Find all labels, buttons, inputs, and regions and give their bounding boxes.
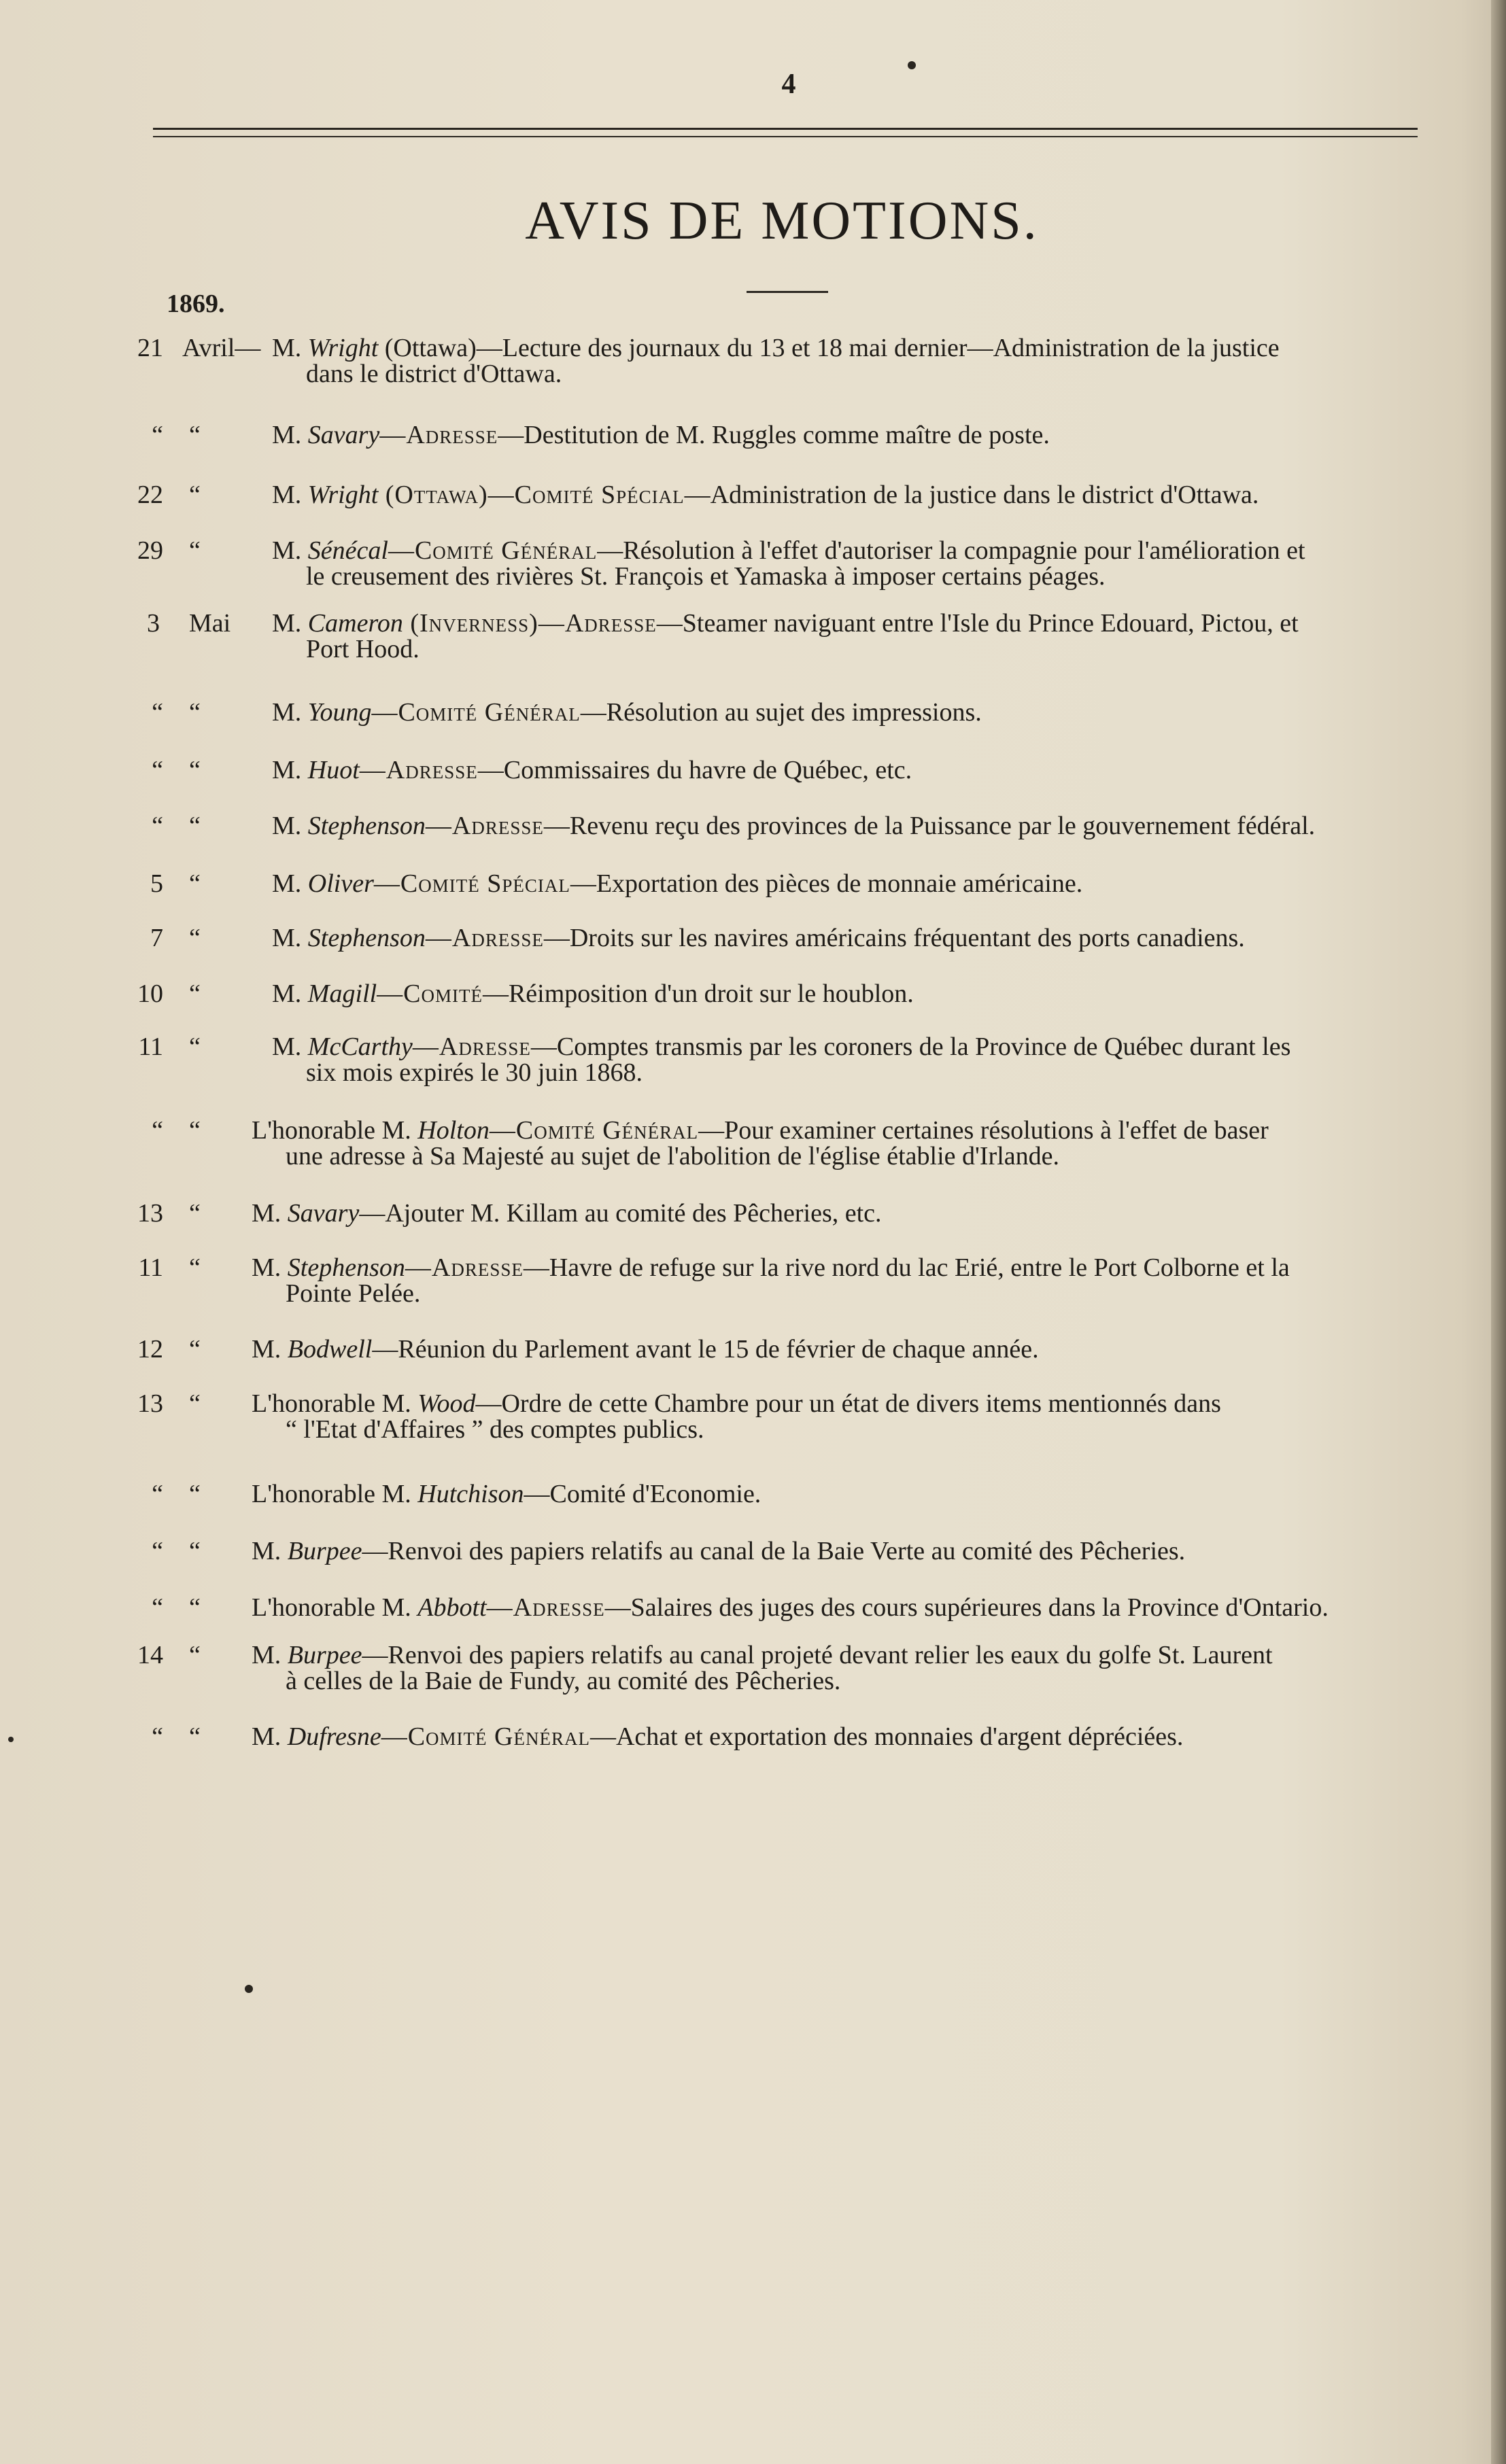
motion-speaker: M. [252, 1335, 288, 1364]
motion-month: “ [189, 756, 201, 784]
motion-subject: —Réunion du Parlement avant le 15 de février de chaque année. [372, 1335, 1039, 1364]
motion-text [252, 1723, 1183, 1750]
motion-month: “ [189, 924, 201, 952]
motion-month: “ [189, 1480, 201, 1508]
motion-subject: —Droits sur les navires américains fréquentant des ports canadiens. [543, 924, 1245, 952]
motion-day: 21 [137, 334, 163, 362]
motion-month: “ [189, 1389, 201, 1418]
motion-month: “ [189, 1641, 201, 1669]
motion-type: —Comité Général [489, 1116, 699, 1145]
motion-type: —Adresse [486, 1593, 605, 1622]
motion-text [272, 334, 1280, 362]
motion-member-name: Dufresne [287, 1722, 381, 1751]
motion-speaker: M. [272, 756, 308, 784]
motion-text [252, 1336, 1039, 1363]
motion-month: “ [189, 1335, 201, 1364]
motion-type: —Comité Général [388, 536, 598, 565]
motion-day: 3 [147, 609, 160, 638]
motion-member-name: Wright [307, 334, 379, 362]
motion-member-name: Stephenson [307, 924, 426, 952]
motion-month: “ [189, 421, 201, 449]
motion-member-name: Stephenson [307, 812, 426, 840]
motion-day: 12 [137, 1335, 163, 1364]
motion-day: 5 [150, 869, 163, 898]
motion-speaker: M. [252, 1199, 288, 1228]
motion-subject: —Ajouter M. Killam au comité des Pêcheries, etc. [359, 1199, 882, 1228]
motion-type: —Adresse [425, 924, 544, 952]
motion-subject: —Salaires des juges des cours supérieures dans la Province d'Ontario. [604, 1593, 1329, 1622]
motion-day: “ [152, 812, 163, 840]
motion-text [252, 1480, 761, 1508]
motion-day: “ [152, 1537, 163, 1565]
motion-member-name: Savary [307, 421, 380, 449]
motion-text [252, 1594, 1329, 1621]
page-edge [1491, 0, 1506, 2464]
motion-member-name: Oliver [307, 869, 374, 898]
motion-member-name: Huot [307, 756, 360, 784]
motion-speaker: M. [252, 1537, 288, 1565]
motion-member-name: Burpee [287, 1641, 362, 1669]
motion-continuation: Pointe Pelée. [286, 1279, 421, 1308]
motion-type: —Adresse [405, 1253, 524, 1282]
motion-member-name: Sénécal [307, 536, 388, 565]
motion-subject: —Comptes transmis par les coroners de la Province de Québec durant les [530, 1033, 1291, 1061]
motion-day: 29 [137, 536, 163, 565]
motion-subject: —Renvoi des papiers relatifs au canal de la Baie Verte au comité des Pêcheries. [362, 1537, 1186, 1565]
motion-member-name: Wright [307, 481, 379, 509]
page-title: AVIS DE MOTIONS. [525, 191, 1039, 251]
motion-subject: —Exportation des pièces de monnaie américaine. [570, 869, 1083, 898]
motion-day: “ [152, 1116, 163, 1145]
motion-text [252, 1117, 1269, 1144]
motion-subject: —Comité d'Economie. [524, 1480, 761, 1508]
motion-speaker: L'honorable M. [252, 1480, 418, 1508]
motion-speaker: M. [252, 1641, 288, 1669]
motion-text [272, 812, 1315, 839]
motion-subject: —Achat et exportation des monnaies d'argent dépréciées. [589, 1722, 1184, 1751]
motion-text [272, 421, 1050, 449]
motion-day: “ [152, 756, 163, 784]
motion-speaker: M. [272, 979, 308, 1008]
motion-month: “ [189, 1033, 201, 1061]
motion-month: “ [189, 1199, 201, 1228]
motion-continuation: le creusement des rivières St. François et Yamaska à imposer certains péages. [306, 562, 1106, 591]
speck [8, 1737, 14, 1742]
motion-type: —Adresse [379, 421, 498, 449]
motion-day: “ [152, 421, 163, 449]
motion-speaker: M. [272, 869, 308, 898]
motion-subject: —Résolution à l'effet d'autoriser la compagnie pour l'amélioration et [597, 536, 1305, 565]
motion-day: 22 [137, 481, 163, 509]
motion-member-name: Abbott [417, 1593, 487, 1622]
motion-day: “ [152, 1722, 163, 1751]
motion-speaker: L'honorable M. [252, 1593, 418, 1622]
motion-month: “ [189, 1116, 201, 1145]
motion-day: 7 [150, 924, 163, 952]
motion-speaker: L'honorable M. [252, 1389, 418, 1418]
motion-text [272, 924, 1245, 952]
motion-speaker: M. [272, 536, 308, 565]
year-label: 1869. [167, 290, 225, 318]
motion-speaker: M. [252, 1722, 288, 1751]
motion-subject: —Revenu reçu des provinces de la Puissance par le gouvernement fédéral. [543, 812, 1316, 840]
motion-subject: (Ottawa)—Lecture des journaux du 13 et 18 mai dernier—Administration de la justice [378, 334, 1280, 362]
motion-speaker: M. [272, 609, 308, 638]
motion-member-name: Cameron [307, 609, 403, 638]
motion-day: 11 [138, 1033, 163, 1061]
motion-continuation: à celles de la Baie de Fundy, au comité des Pêcheries. [286, 1667, 841, 1695]
motion-month: “ [189, 698, 201, 727]
motion-month: “ [189, 1722, 201, 1751]
motion-month: “ [189, 979, 201, 1008]
motion-speaker: M. [272, 421, 308, 449]
motion-text [272, 481, 1259, 508]
motion-member-name: Wood [417, 1389, 476, 1418]
motion-text [272, 699, 982, 726]
motion-continuation: “ l'Etat d'Affaires ” des comptes publics. [286, 1415, 704, 1444]
motion-text [252, 1200, 882, 1227]
motion-member-name: Magill [307, 979, 377, 1008]
motion-member-name: Savary [287, 1199, 360, 1228]
motion-speaker: M. [272, 698, 308, 727]
motion-type: (Inverness)—Adresse [403, 609, 657, 638]
motion-month: Mai [189, 609, 231, 638]
motion-day: “ [152, 1480, 163, 1508]
motion-member-name: Holton [417, 1116, 490, 1145]
motion-speaker: M. [252, 1253, 288, 1282]
motion-type: —Comité Général [381, 1722, 590, 1751]
motion-speaker: M. [272, 1033, 308, 1061]
motion-subject: —Résolution au sujet des impressions. [580, 698, 982, 727]
motion-subject: —Ordre de cette Chambre pour un état de divers items mentionnés dans [475, 1389, 1221, 1418]
motion-month: Avril— [182, 334, 261, 362]
motion-member-name: Hutchison [417, 1480, 524, 1508]
motion-text [252, 1538, 1185, 1565]
motion-day: 13 [137, 1389, 163, 1418]
motion-text [272, 537, 1305, 564]
motion-day: “ [152, 698, 163, 727]
motion-type: —Adresse [359, 756, 478, 784]
motion-type: —Comité [377, 979, 483, 1008]
motion-continuation: Port Hood. [306, 635, 420, 663]
motion-month: “ [189, 1253, 201, 1282]
motion-text [272, 870, 1082, 897]
motion-speaker: L'honorable M. [252, 1116, 418, 1145]
motion-text [272, 757, 912, 784]
header-rule-top [153, 128, 1418, 130]
motion-member-name: McCarthy [307, 1033, 413, 1061]
motion-month: “ [189, 1537, 201, 1565]
motion-subject: —Réimposition d'un droit sur le houblon. [482, 979, 914, 1008]
title-rule [747, 291, 828, 293]
motion-type: —Adresse [412, 1033, 531, 1061]
motion-subject: —Commissaires du havre de Québec, etc. [477, 756, 912, 784]
motion-subject: —Administration de la justice dans le district d'Ottawa. [684, 481, 1259, 509]
motion-continuation: six mois expirés le 30 juin 1868. [306, 1058, 643, 1087]
motion-continuation: une adresse à Sa Majesté au sujet de l'abolition de l'église établie d'Irlande. [286, 1142, 1059, 1170]
motion-day: 13 [137, 1199, 163, 1228]
motion-type: (Ottawa)—Comité Spécial [378, 481, 685, 509]
motion-month: “ [189, 869, 201, 898]
motion-month: “ [189, 536, 201, 565]
motion-type: —Comité Spécial [373, 869, 570, 898]
motion-day: “ [152, 1593, 163, 1622]
motion-month: “ [189, 812, 201, 840]
motion-subject: —Pour examiner certaines résolutions à l'effet de baser [698, 1116, 1269, 1145]
motion-member-name: Bodwell [287, 1335, 373, 1364]
motion-speaker: M. [272, 481, 308, 509]
motion-speaker: M. [272, 334, 308, 362]
motion-text [272, 980, 914, 1007]
motion-speaker: M. [272, 924, 308, 952]
speck [245, 1985, 253, 1993]
motion-continuation: dans le district d'Ottawa. [306, 360, 562, 388]
motion-text [252, 1642, 1273, 1669]
motion-subject: —Havre de refuge sur la rive nord du lac Erié, entre le Port Colborne et la [523, 1253, 1290, 1282]
motion-subject: —Steamer naviguant entre l'Isle du Prince Edouard, Pictou, et [656, 609, 1299, 638]
motion-speaker: M. [272, 812, 308, 840]
motion-subject: —Destitution de M. Ruggles comme maître de poste. [498, 421, 1050, 449]
motion-subject: —Renvoi des papiers relatifs au canal projeté devant relier les eaux du golfe St. Laurent [362, 1641, 1273, 1669]
motion-text [272, 1033, 1290, 1060]
page-number: 4 [781, 69, 796, 100]
motion-member-name: Young [307, 698, 372, 727]
motion-month: “ [189, 1593, 201, 1622]
header-rule-bottom [153, 136, 1418, 137]
motion-member-name: Burpee [287, 1537, 362, 1565]
motion-day: 10 [137, 979, 163, 1008]
motion-text [272, 610, 1299, 637]
motion-type: —Comité Général [371, 698, 581, 727]
motion-day: 14 [137, 1641, 163, 1669]
motion-text [252, 1254, 1290, 1281]
motion-month: “ [189, 481, 201, 509]
motion-type: —Adresse [425, 812, 544, 840]
motion-text [252, 1390, 1221, 1417]
speck [908, 61, 916, 69]
motion-member-name: Stephenson [287, 1253, 405, 1282]
motion-day: 11 [138, 1253, 163, 1282]
